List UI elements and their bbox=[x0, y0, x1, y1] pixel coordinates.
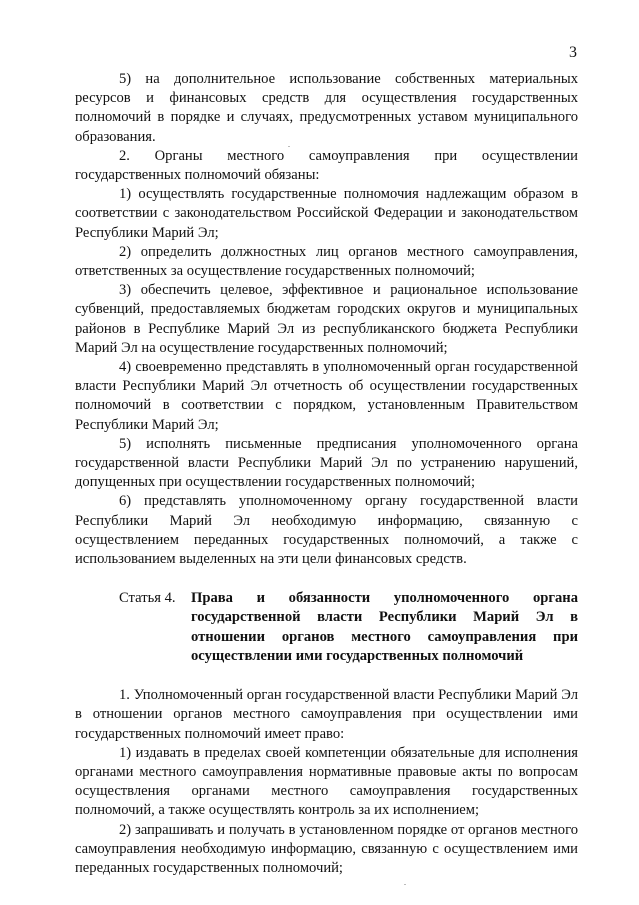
paragraph: 6) представлять уполномоченному органу государственной власти Республики Марий Эл необходимую информацию, связанную с осуществлением переданных государственных полномочий, а также с использованием выделенных на эти цели финансовых средств. bbox=[75, 493, 578, 568]
article-label: Статья 4. bbox=[119, 590, 176, 607]
paragraph: 2) определить должностных лиц органов местного самоуправления, ответственных за осуществление государственных полномочий; bbox=[75, 243, 578, 280]
paragraph: 5) исполнять письменные предписания уполномоченного органа государственной власти Республики Марий Эл по устранению нарушений, допущенных при осуществлении государственных полномочий; bbox=[75, 435, 578, 491]
section-spacer bbox=[75, 666, 578, 686]
scan-speck bbox=[404, 884, 406, 885]
scan-speck bbox=[288, 146, 290, 147]
paragraph: 1) осуществлять государственные полномочия надлежащим образом в соответствии с законодательством Российской Федерации и законодательством Республики Марий Эл; bbox=[75, 186, 578, 241]
article-heading bbox=[75, 589, 578, 666]
document-body bbox=[75, 70, 578, 878]
paragraph: 2. Органы местного самоуправления при осуществлении государственных полномочий обязаны: bbox=[75, 147, 578, 184]
paragraph: 1. Уполномоченный орган государственной власти Республики Марий Эл в отношении органов местного самоуправления при осуществлении ими государственных полномочий имеет право: bbox=[75, 687, 578, 742]
paragraph: 5) на дополнительное использование собственных материальных ресурсов и финансовых средств для осуществления государственных полномочий в порядке и случаях, предусмотренных уставом муниципального образования. bbox=[75, 71, 578, 145]
paragraph: 2) запрашивать и получать в установленном порядке от органов местного самоуправления необходимую информацию, связанную с осуществлением ими переданных государственных полномочий; bbox=[75, 821, 578, 876]
article-title: Права и обязанности уполномоченного органа государственной власти Республики Марий Эл в отношении органов местного самоуправления при осуществлении ими государственных полномочий bbox=[191, 590, 578, 664]
page-number: 3 bbox=[569, 44, 577, 61]
paragraph: 4) своевременно представлять в уполномоченный орган государственной власти Республики Марий Эл отчетность об осуществлении государственных полномочий в соответствии с порядком, установленным Правительством Республики Марий Эл; bbox=[75, 359, 578, 433]
paragraph: 1) издавать в пределах своей компетенции обязательные для исполнения органами местного самоуправления нормативные правовые акты по вопросам осуществления органами местного самоуправления государственных полномочий, а также осуществлять контроль за их исполнением; bbox=[75, 744, 578, 819]
paragraph: 3) обеспечить целевое, эффективное и рациональное использование субвенций, предоставляемых бюджетам городских округов и муниципальных районов в Республике Марий Эл из республиканского бюджета Республики Марий Эл на осуществление государственных полномочий; bbox=[75, 282, 578, 356]
